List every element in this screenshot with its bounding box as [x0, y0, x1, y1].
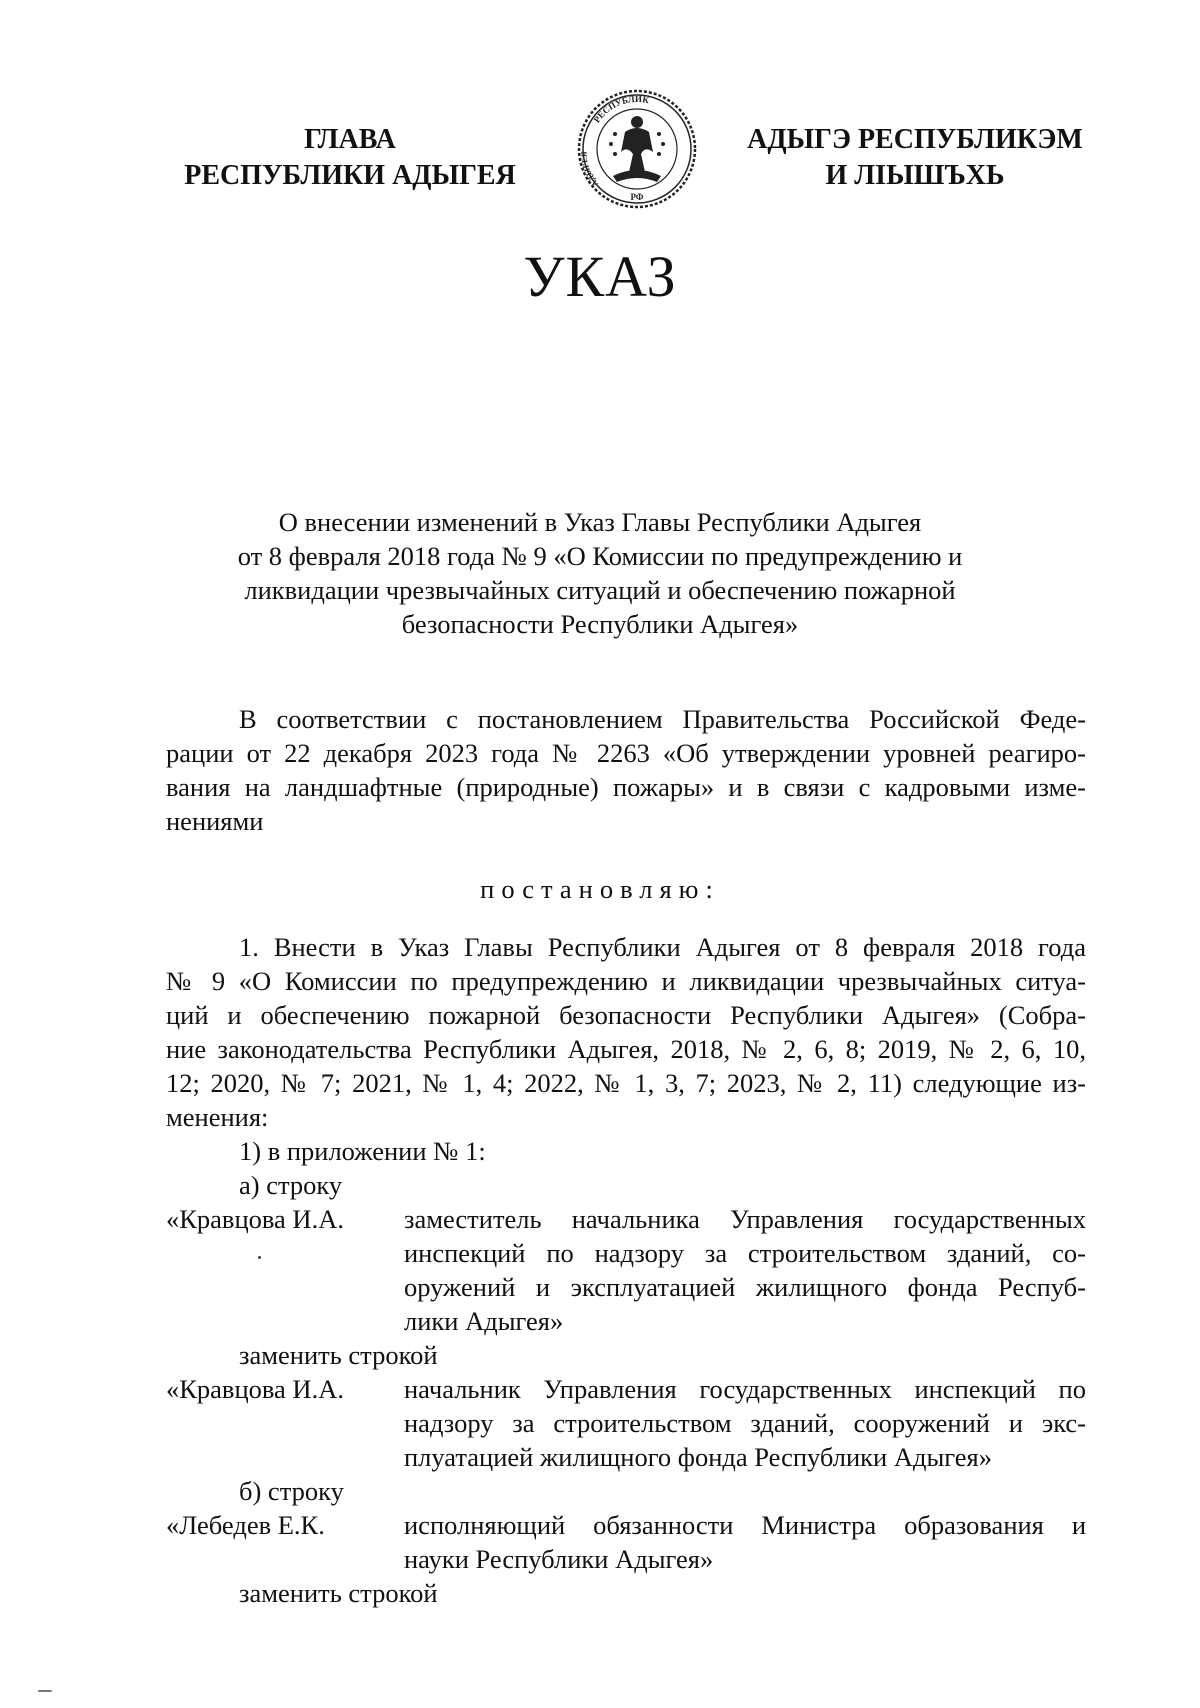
- item1-line: 1. Внести в Указ Главы Республики Адыгея от 8 февраля 2018 года: [239, 932, 1086, 962]
- header-right-line2: И ЛІЫШЪХЬ: [825, 160, 1005, 191]
- item1-line: менения:: [166, 1102, 269, 1132]
- item1-paragraph: [166, 930, 1086, 1134]
- entry2-line: надзору за строительством зданий, сооружений и экс-: [404, 1408, 1086, 1438]
- item1-line: ние законодательства Республики Адыгея, 2018, № 2, 6, 8; 2019, № 2, 6, 10,: [166, 1034, 1086, 1064]
- preamble-paragraph: [166, 702, 1086, 838]
- replace-text-2: заменить строкой: [239, 1578, 438, 1608]
- subject-line: безопасности Республики Адыгея»: [401, 609, 799, 639]
- document-subject: [200, 505, 1000, 641]
- replace-text-1: заменить строкой: [239, 1340, 438, 1370]
- entry3-position: [404, 1508, 1086, 1576]
- subject-line: О внесении изменений в Указ Главы Республики Адыгея: [278, 507, 922, 537]
- entry2-line: начальник Управления государственных инспекций по: [404, 1374, 1086, 1404]
- entry1-line: лики Адыгея»: [404, 1306, 564, 1336]
- entry3-line: науки Республики Адыгея»: [404, 1544, 714, 1574]
- item1-line: 12; 2020, № 7; 2021, № 1, 4; 2022, № 1, 3, 7; 2023, № 2, 11) следующие из-: [166, 1068, 1086, 1098]
- decree-word: постановляю:: [480, 874, 720, 904]
- item1-line: № 9 «О Комиссии по предупреждению и ликвидации чрезвычайных ситуа-: [166, 966, 1086, 996]
- entry1-line: заместитель начальника Управления государственных: [404, 1204, 1086, 1234]
- preamble-line: вания на ландшафтные (природные) пожары» и в связи с кадровыми изме-: [166, 772, 1086, 802]
- header-right: [735, 122, 1095, 194]
- header-right-line1: АДЫГЭ РЕСПУБЛИКЭМ: [747, 124, 1083, 155]
- subject-line: от 8 февраля 2018 года № 9 «О Комиссии по предупреждению и: [237, 541, 963, 571]
- entry1-name: «Кравцова И.А.: [166, 1204, 344, 1234]
- entry1-line: инспекций по надзору за строительством зданий, со-: [404, 1238, 1086, 1268]
- entry2-line: плуатацией жилищного фонда Республики Адыгея»: [404, 1442, 992, 1472]
- entry3-name: «Лебедев Е.К.: [166, 1510, 325, 1540]
- entry2-position: [404, 1372, 1086, 1474]
- header-left: [150, 122, 550, 194]
- subitem-b: б) строку: [239, 1476, 344, 1506]
- emblem-text-bottom: РФ: [630, 192, 644, 202]
- scan-speck: [258, 1256, 261, 1259]
- scan-mark: [38, 1690, 52, 1692]
- preamble-line: В соответствии с постановлением Правительства Российской Феде-: [239, 704, 1086, 734]
- subitem-1: 1) в приложении № 1:: [239, 1136, 486, 1166]
- entry1-position: [404, 1202, 1086, 1338]
- subject-line: ликвидации чрезвычайных ситуаций и обеспечению пожарной: [244, 575, 956, 605]
- emblem-text-left: АДЫГЕЯ: [579, 151, 601, 189]
- document-title: УКАЗ: [523, 244, 677, 309]
- header-left-line1: ГЛАВА: [304, 124, 396, 155]
- entry1-line: оружений и эксплуатацией жилищного фонда Респуб-: [404, 1272, 1086, 1302]
- subitem-a: а) строку: [239, 1170, 343, 1200]
- preamble-line: рации от 22 декабря 2023 года № 2263 «Об утверждении уровней реагиро-: [166, 738, 1086, 768]
- preamble-line: нениями: [166, 806, 264, 836]
- entry3-line: исполняющий обязанности Министра образования и: [404, 1510, 1086, 1540]
- item1-line: ций и обеспечению пожарной безопасности Республики Адыгея» (Собра-: [166, 1000, 1086, 1030]
- header-left-line2: РЕСПУБЛИКИ АДЫГЕЯ: [184, 160, 516, 191]
- coat-of-arms-icon: [561, 88, 713, 210]
- emblem-text-top: РЕСПУБЛИК: [591, 93, 650, 125]
- entry2-name: «Кравцова И.А.: [166, 1374, 344, 1404]
